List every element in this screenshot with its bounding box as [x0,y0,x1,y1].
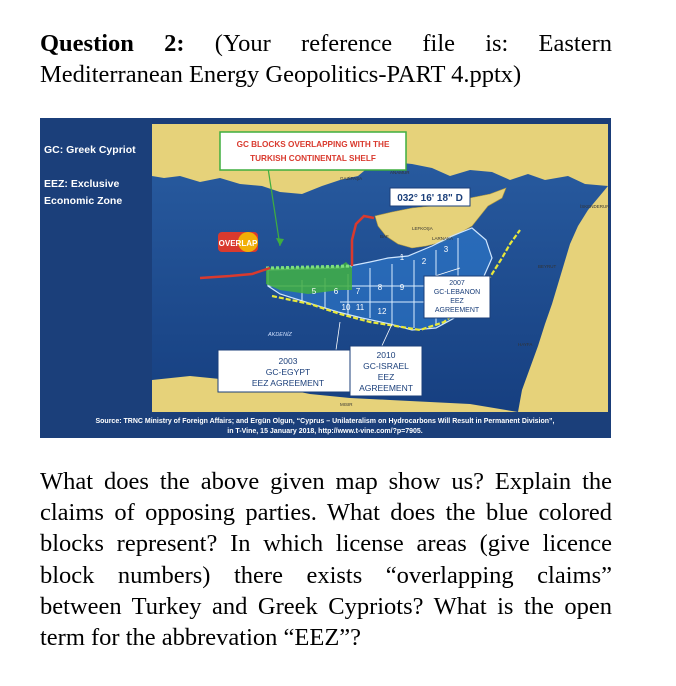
overlap-label-box [220,132,406,170]
israel-eez: EEZ [377,372,395,382]
lebanon-parties: GC-LEBANON [433,289,481,296]
block-number: 12 [377,307,387,316]
overlap-badge [218,232,258,252]
israel-parties: GC-ISRAEL [363,361,409,371]
source-line2: in T-Vine, 15 January 2018, http://www.t-vine.com/?p=7905. [227,428,423,435]
legend-panel [40,118,152,412]
israel-year: 2010 [376,350,396,360]
block-number: 7 [355,287,361,296]
coordinate-label: 032° 16' 18" D [397,193,463,204]
question-header [40,28,612,90]
block-number: 3 [443,245,449,254]
block-number: 5 [311,287,317,296]
place-iskenderun: İSKENDERUN [580,204,610,209]
question-body: What does the above given map show us? Explain the claims of opposing parties. What does the blue colored blocks represent? In which license areas (give licence block numbers) there exists “overlapping claims” between Turkey and Greek Cypriots? What is the open term for the abbrevation “EEZ”? [40,468,612,652]
block-number: 8 [377,283,383,292]
question-label: Question 2: [40,30,185,57]
legend-eez-line1: EEZ: Exclusive [44,178,120,190]
lebanon-eez: EEZ [450,298,464,305]
place-hayfa: HAYFA [518,342,533,347]
block-number: 9 [399,283,405,292]
egypt-parties: GC-EGYPT [265,367,311,377]
overlap-badge-label: OVERLAP [218,239,258,248]
place-akdeniz: AKDENİZ [268,332,292,338]
egypt-agreement: EEZ AGREEMENT [251,378,325,388]
block-number: 6 [333,287,339,296]
place-misir: MISIR [340,402,353,407]
block-number: 11 [355,303,365,312]
egypt-year: 2003 [278,356,298,366]
legend-gc: GC: Greek Cypriot [44,144,136,156]
place-beyrut: BEYRUT [538,264,557,269]
place-anamur: ANAMUR [390,170,410,175]
question-reference-line1: (Your reference file is: Eastern [214,30,613,57]
place-lefkosa: LEFKOŞA [412,226,433,231]
legend-eez-line2: Economic Zone [44,195,123,207]
question-header-line1 [40,28,612,59]
eastern-mediterranean-map [40,118,611,438]
overlap-label-line2: TURKISH CONTINENTAL SHELF [250,154,376,163]
source-line1: Source: TRNC Ministry of Foreign Affairs; and Ergün Olgun, “Cyprus – Unilateralism on Hydrocarbons Will Result in Permanent Division”, [95,418,555,425]
block-number: 10 [341,303,351,312]
map-figure [40,118,611,438]
place-baf: BAF [380,234,389,239]
israel-agreement: AGREEMENT [359,383,413,393]
place-gazipasa: GAZİPAŞA [340,176,363,181]
lebanon-year: 2007 [449,280,465,287]
lebanon-agreement: AGREEMENT [434,307,480,314]
question-reference-line2: Mediterranean Energy Geopolitics-PART 4.pptx) [40,61,522,88]
overlap-label-line1: GC BLOCKS OVERLAPPING WITH THE [236,140,390,149]
block-number: 2 [421,257,427,266]
place-larnaka: LARNAKA [432,236,454,241]
block-number: 1 [399,253,405,262]
